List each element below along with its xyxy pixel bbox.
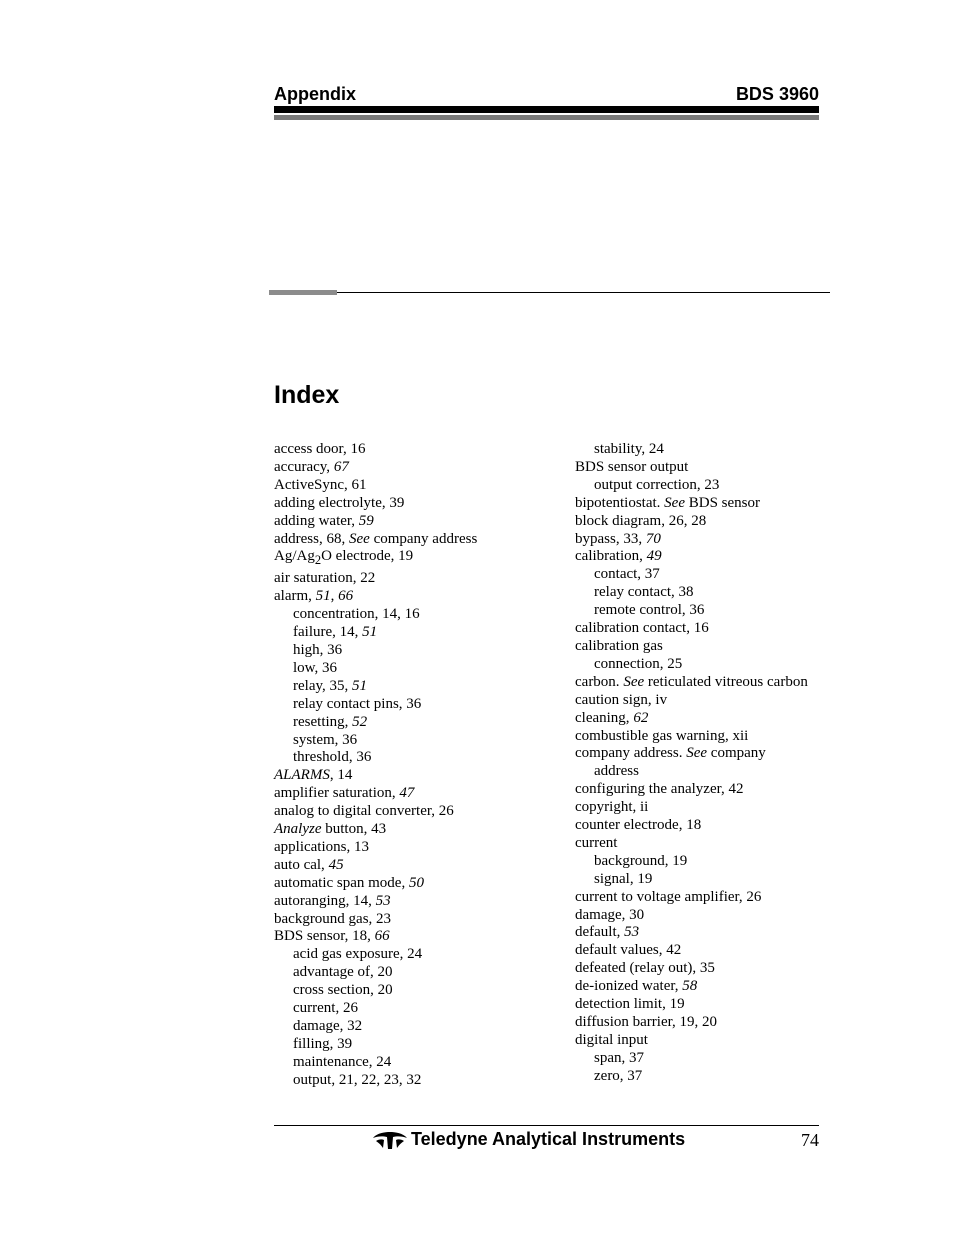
page-number: 74 [801,1130,819,1150]
index-text: counter electrode, 18 [575,817,702,834]
running-header-section: Appendix [274,84,357,104]
index-text: analog to digital converter, 26 [274,803,454,820]
index-emphasis: 53 [624,924,640,941]
index-text: filling, 39 [293,1035,353,1052]
index-text: configuring the analyzer, 42 [575,781,744,798]
index-text: calibration gas [575,637,663,654]
index-text: calibration contact, 16 [575,620,709,637]
index-entry [274,821,564,839]
index-emphasis: 51 [362,624,378,641]
index-text: amplifier saturation, [274,785,400,802]
index-text: company [707,745,766,762]
index-emphasis: 45 [328,856,344,873]
index-text: calibration, [575,548,647,565]
index-text: stability, 24 [594,441,664,457]
index-entry [274,893,564,911]
index-emphasis: 70 [645,530,661,547]
index-entry [274,477,564,495]
index-entry [575,907,835,925]
index-subentry [274,1018,564,1036]
index-text: bypass, 33, [575,530,646,547]
index-text: O electrode, 19 [321,548,414,565]
index-text: digital input [575,1031,648,1048]
index-text: zero, 37 [594,1067,643,1084]
index-subentry [575,1050,835,1068]
index-entry [575,692,835,710]
index-subentry [274,732,564,750]
index-entry [575,996,835,1014]
index-entry [575,799,835,817]
index-subentry [274,1054,564,1072]
index-subentry [575,763,835,781]
header-rule-black [274,106,819,113]
index-text: concentration, 14, 16 [293,606,420,623]
index-entry [575,889,835,907]
index-text: cleaning, [575,709,634,726]
index-subentry [274,982,564,1000]
index-text: address [594,763,639,780]
index-text: span, 37 [594,1049,644,1066]
index-emphasis: 66 [338,588,354,605]
index-entry [575,674,835,692]
index-text: connection, 25 [594,655,683,672]
index-text: company address [369,530,478,547]
index-subentry [274,642,564,660]
index-entry [575,495,835,513]
index-entry [274,875,564,893]
index-text: bipotentiostat. [575,494,665,511]
index-emphasis: 67 [333,458,349,475]
index-emphasis: See [349,530,370,547]
index-text: background, 19 [594,852,688,869]
index-entry [575,978,835,996]
index-subentry [575,871,835,889]
index-entry [575,620,835,638]
index-entry [575,781,835,799]
index-subentry [274,696,564,714]
index-emphasis: 51 [352,677,368,694]
index-entry [575,960,835,978]
index-entry [575,1032,835,1050]
index-emphasis: ALARMS [274,767,330,784]
index-subentry [575,441,835,459]
index-text: relay contact pins, 36 [293,695,422,712]
index-text: address, 68, [274,530,349,547]
index-text: resetting, [293,713,353,730]
index-entry [575,531,835,549]
index-text: reticulated vitreous carbon [644,673,808,690]
index-subentry [274,714,564,732]
index-subentry [274,964,564,982]
index-emphasis: See [623,673,645,690]
index-emphasis: See [664,494,685,511]
index-entry [274,785,564,803]
index-text: current, 26 [293,1000,358,1017]
index-subentry [575,1068,835,1086]
index-subentry [274,678,564,696]
index-text: adding water, [274,512,359,529]
index-text: access door, 16 [274,441,366,457]
index-entry [575,745,835,763]
index-subentry [575,656,835,674]
index-entry [274,911,564,929]
index-text: company address. [575,745,687,762]
page-title: Index [274,381,340,409]
index-text: BDS sensor [685,494,761,511]
index-entry [575,459,835,477]
index-text: maintenance, 24 [293,1053,392,1070]
index-subentry [575,602,835,620]
index-emphasis: 49 [646,548,662,565]
index-emphasis: 51 [315,588,331,605]
index-text: alarm, [274,588,316,605]
index-emphasis: 53 [375,892,391,909]
index-subentry [575,566,835,584]
index-column-right [575,441,835,1086]
index-entry [575,710,835,728]
index-text: failure, 14, [293,624,363,641]
index-text: relay, 35, [293,677,353,694]
index-emphasis: Analyze [274,821,322,838]
index-entry [274,531,564,549]
index-entry [274,767,564,785]
index-text: system, 36 [293,731,358,748]
index-text: copyright, ii [575,799,649,816]
index-text: Ag/Ag [274,548,315,565]
index-text: default, [575,924,625,941]
index-emphasis: 62 [633,709,649,726]
section-marker-bar [269,290,337,295]
index-emphasis: 47 [399,785,415,802]
index-subentry [274,660,564,678]
index-text: low, 36 [293,659,338,676]
index-text: applications, 13 [274,838,369,855]
index-text: ActiveSync, 61 [274,476,367,493]
index-text: contact, 37 [594,566,660,583]
index-emphasis: 58 [682,978,698,995]
index-text: de-ionized water, [575,978,683,995]
index-emphasis: 59 [358,512,374,529]
index-entry [575,548,835,566]
index-text: combustible gas warning, xii [575,727,749,744]
index-text: caution sign, iv [575,691,668,708]
index-text: remote control, 36 [594,602,705,619]
index-text: , [330,588,339,605]
footer-company-name: Teledyne Analytical Instruments [411,1129,686,1149]
index-text: relay contact, 38 [594,584,694,601]
index-entry [575,817,835,835]
index-entry [274,513,564,531]
index-emphasis: 52 [352,713,368,730]
index-entry [575,1014,835,1032]
index-subentry [274,749,564,767]
index-text: damage, 30 [575,906,645,923]
index-entry [274,495,564,513]
index-entry [274,839,564,857]
index-subentry [274,1000,564,1018]
index-subentry [575,477,835,495]
index-subentry [575,853,835,871]
index-entry [274,803,564,821]
index-text: auto cal, [274,856,329,873]
header-rule-gray [274,115,819,120]
index-emphasis: 66 [374,928,390,945]
index-entry [575,728,835,746]
index-text: automatic span mode, [274,874,409,891]
index-subentry [575,584,835,602]
index-text: BDS sensor output [575,458,689,475]
index-text: signal, 19 [594,870,653,887]
index-entry [575,835,835,853]
index-text: , 14 [329,767,353,784]
index-emphasis: See [686,745,708,762]
index-text: advantage of, 20 [293,964,393,981]
index-text: acid gas exposure, 24 [293,946,423,963]
index-emphasis: 50 [408,874,424,891]
index-text: background gas, 23 [274,910,392,927]
index-text: button, 43 [321,821,387,838]
index-entry [274,570,564,588]
running-header-product: BDS 3960 [735,84,819,104]
index-text: BDS sensor, 18, [274,928,375,945]
index-text: carbon. [575,673,624,690]
teledyne-logo-icon [373,1130,407,1150]
index-subentry [274,1072,564,1090]
index-text: 2 [314,553,322,568]
index-text: high, 36 [293,641,343,658]
section-divider [337,292,830,293]
index-text: default values, 42 [575,942,682,959]
index-text: adding electrolyte, 39 [274,494,405,511]
index-entry [274,548,564,570]
index-text: current [575,834,618,851]
index-column-left [274,441,564,1090]
index-subentry [274,1036,564,1054]
index-subentry [274,624,564,642]
index-entry [575,924,835,942]
index-entry [274,588,564,606]
index-text: damage, 32 [293,1018,363,1034]
index-entry [575,638,835,656]
index-text: output, 21, 22, 23, 32 [293,1071,422,1088]
index-text: threshold, 36 [293,749,372,766]
footer-rule [274,1125,819,1126]
index-text: accuracy, [274,458,334,475]
index-text: cross section, 20 [293,982,393,999]
index-subentry [274,606,564,624]
index-entry [274,441,564,459]
index-entry [575,942,835,960]
index-text: diffusion barrier, 19, 20 [575,1014,718,1030]
index-entry [575,513,835,531]
index-text: air saturation, 22 [274,570,376,587]
index-entry [274,857,564,875]
index-text: current to voltage amplifier, 26 [575,888,762,905]
index-text: autoranging, 14, [274,892,376,909]
index-subentry [274,946,564,964]
index-text: defeated (relay out), 35 [575,960,715,977]
index-entry [274,459,564,477]
index-text: output correction, 23 [594,476,720,493]
index-text: detection limit, 19 [575,996,685,1013]
index-text: block diagram, 26, 28 [575,512,707,529]
index-entry [274,928,564,946]
